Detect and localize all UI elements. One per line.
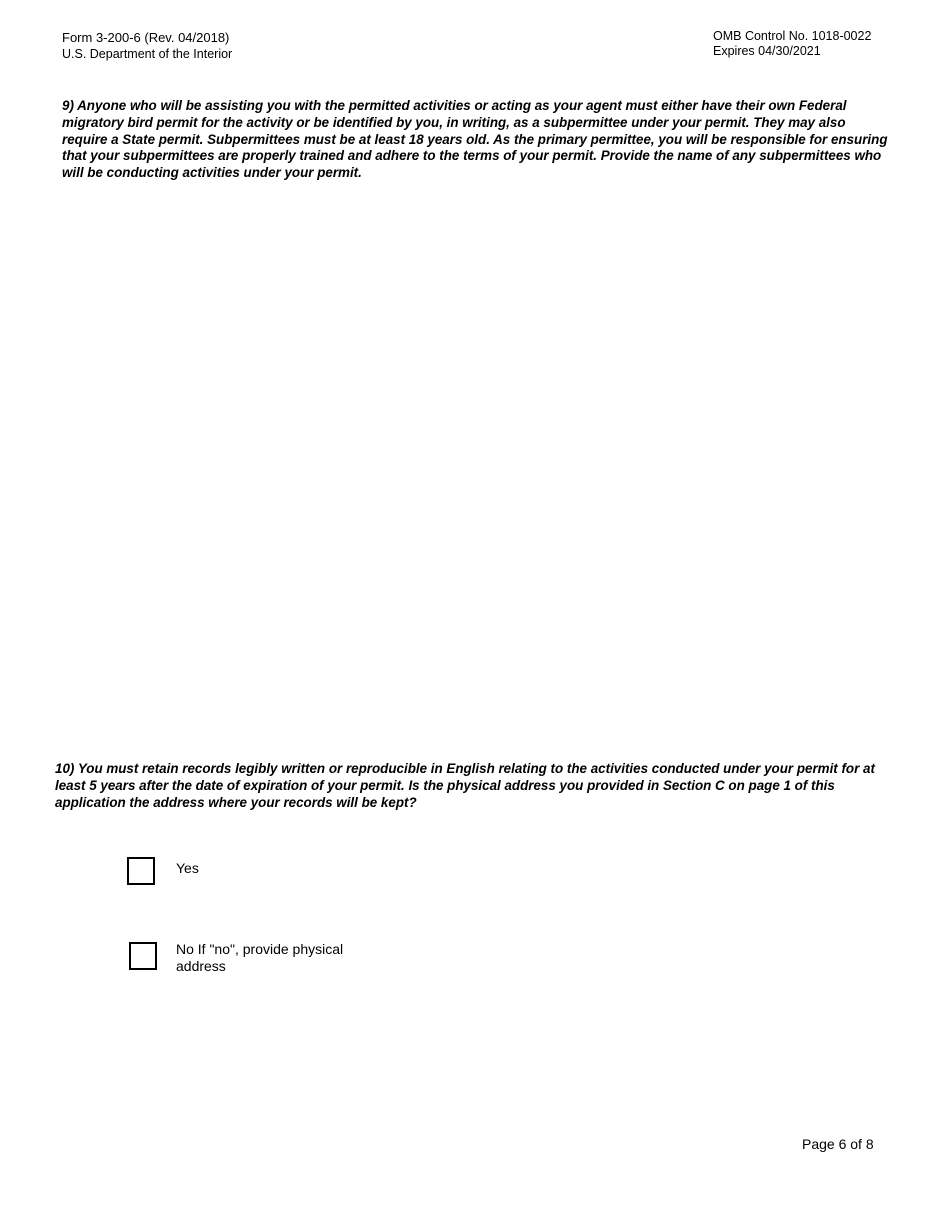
omb-control-number: OMB Control No. 1018-0022 [713, 29, 872, 43]
form-header-left [62, 30, 232, 62]
form-number: Form 3-200-6 (Rev. 04/2018) [62, 30, 230, 45]
page-number: Page 6 of 8 [802, 1136, 874, 1152]
question-10-text: 10) You must retain records legibly written or reproducible in English relating to the activities conducted under your permit for at least 5 years after the date of expiration of your permit. Is the physical address you provided in Section C on page 1 of this application the address where your records will be kept? [55, 761, 875, 810]
department-name: U.S. Department of the Interior [62, 47, 233, 61]
records-address-yes-checkbox[interactable] [127, 857, 155, 885]
form-header-right [713, 29, 871, 59]
no-option-label: No If "no", provide physical address [176, 941, 344, 974]
records-address-no-checkbox[interactable] [129, 942, 157, 970]
yes-option-label: Yes [176, 860, 199, 876]
question-9-text: 9) Anyone who will be assisting you with the permitted activities or acting as your agent must either have their own Federal migratory bird permit for the activity or be identified by you, in writing, as a subpermittee under your permit. They may also require a State permit. Subpermittees must be at least 18 years old. As the primary permittee, you will be responsible for ensuring that your subpermittees are properly trained and adhere to the terms of your permit. Provide the name of any subpermittees who will be conducting activities under your permit. [62, 98, 888, 181]
expiration-date: Expires 04/30/2021 [713, 44, 821, 58]
